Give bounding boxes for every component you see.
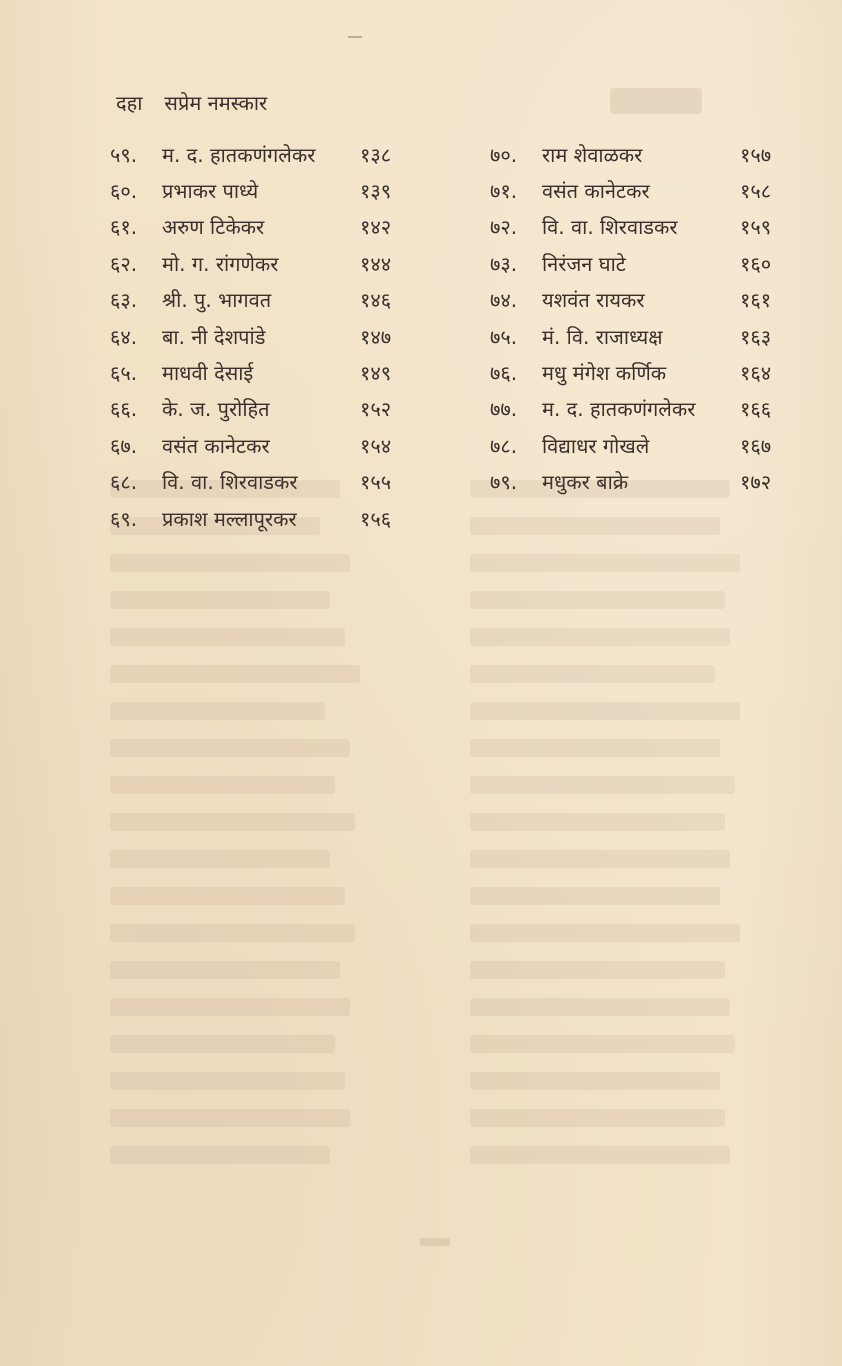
entry-name: अरुण टिकेकर: [162, 215, 265, 240]
toc-entry: [110, 209, 410, 245]
bleed-through-page-number: [420, 1238, 450, 1246]
entry-number: ७१.: [490, 179, 518, 204]
toc-entry: [490, 354, 790, 390]
entry-name: मधुकर बाक्रे: [542, 470, 629, 495]
entry-page: १४९: [360, 361, 392, 386]
entry-page: १५५: [360, 470, 392, 495]
entry-name: मं. वि. राजाध्यक्ष: [542, 324, 663, 349]
table-of-contents: [110, 136, 790, 536]
entry-number: ६६.: [110, 397, 138, 422]
entry-number: ५९.: [110, 142, 138, 167]
entry-page: १६३: [740, 324, 772, 349]
entry-name: विद्याधर गोखले: [542, 433, 650, 458]
entry-number: ६२.: [110, 251, 138, 276]
toc-entry: [110, 282, 410, 318]
toc-entry: [490, 172, 790, 208]
toc-entry: [490, 136, 790, 172]
entry-number: ६७.: [110, 433, 138, 458]
bleed-through-heading: [610, 88, 702, 114]
entry-name: यशवंत रायकर: [542, 288, 645, 313]
entry-name: माधवी देसाई: [162, 361, 254, 386]
entry-page: १४७: [360, 324, 392, 349]
toc-entry: [110, 427, 410, 463]
entry-page: १६६: [740, 397, 772, 422]
entry-number: ७९.: [490, 470, 518, 495]
entry-name: मो. ग. रांगणेकर: [162, 251, 279, 276]
entry-name: वसंत कानेटकर: [542, 179, 650, 204]
entry-name: वि. वा. शिरवाडकर: [162, 470, 298, 495]
entry-page: १३८: [360, 142, 392, 167]
toc-left-column: [110, 136, 410, 536]
toc-entry: [490, 245, 790, 281]
entry-page: १६०: [740, 251, 772, 276]
entry-name: प्रकाश मल्लापूरकर: [162, 506, 297, 531]
entry-number: ७३.: [490, 251, 518, 276]
entry-page: १५९: [740, 215, 772, 240]
entry-name: बा. नी देशपांडे: [162, 324, 266, 349]
entry-number: ७४.: [490, 288, 518, 313]
toc-entry: [490, 282, 790, 318]
toc-entry: [490, 391, 790, 427]
toc-right-column: [490, 136, 790, 536]
toc-entry: [490, 318, 790, 354]
entry-page: १४४: [360, 251, 392, 276]
entry-page: १५६: [360, 506, 392, 531]
header-book-title: सप्रेम नमस्कार: [164, 90, 268, 115]
toc-entry: [490, 209, 790, 245]
entry-page: १६७: [740, 433, 772, 458]
entry-name: वि. वा. शिरवाडकर: [542, 215, 678, 240]
header-page-word: दहा: [116, 90, 143, 115]
entry-number: ७८.: [490, 433, 518, 458]
bleed-through-text: [100, 480, 760, 1180]
toc-entry: [110, 318, 410, 354]
entry-number: ६३.: [110, 288, 138, 313]
entry-number: ६४.: [110, 324, 138, 349]
entry-number: ७६.: [490, 361, 518, 386]
running-header: [116, 86, 267, 118]
entry-name: म. द. हातकणंगलेकर: [542, 397, 696, 422]
entry-number: ६०.: [110, 179, 138, 204]
toc-entry: [110, 391, 410, 427]
entry-page: १५२: [360, 397, 392, 422]
entry-number: ७७.: [490, 397, 518, 422]
entry-number: ६९.: [110, 506, 138, 531]
entry-number: ७५.: [490, 324, 518, 349]
entry-name: म. द. हातकणंगलेकर: [162, 142, 316, 167]
entry-page: १४६: [360, 288, 392, 313]
entry-name: वसंत कानेटकर: [162, 433, 270, 458]
entry-number: ६५.: [110, 361, 138, 386]
entry-name: के. ज. पुरोहित: [162, 397, 270, 422]
entry-number: ७२.: [490, 215, 518, 240]
entry-number: ६८.: [110, 470, 138, 495]
entry-number: ७०.: [490, 142, 518, 167]
entry-name: श्री. पु. भागवत: [162, 288, 272, 313]
entry-page: १५८: [740, 179, 772, 204]
entry-name: निरंजन घाटे: [542, 251, 626, 276]
entry-page: १३९: [360, 179, 392, 204]
toc-entry: [110, 354, 410, 390]
toc-entry: [110, 245, 410, 281]
entry-page: १६१: [740, 288, 772, 313]
entry-page: १४२: [360, 215, 392, 240]
toc-entry: [490, 427, 790, 463]
print-mark: [348, 36, 362, 38]
entry-page: १५७: [740, 142, 772, 167]
entry-name: मधु मंगेश कर्णिक: [542, 361, 667, 386]
entry-page: १५४: [360, 433, 392, 458]
entry-name: राम शेवाळकर: [542, 142, 643, 167]
toc-entry: [110, 136, 410, 172]
entry-page: १७२: [740, 470, 772, 495]
toc-entry: [110, 172, 410, 208]
entry-number: ६१.: [110, 215, 138, 240]
entry-name: प्रभाकर पाध्ये: [162, 179, 259, 204]
entry-page: १६४: [740, 361, 772, 386]
